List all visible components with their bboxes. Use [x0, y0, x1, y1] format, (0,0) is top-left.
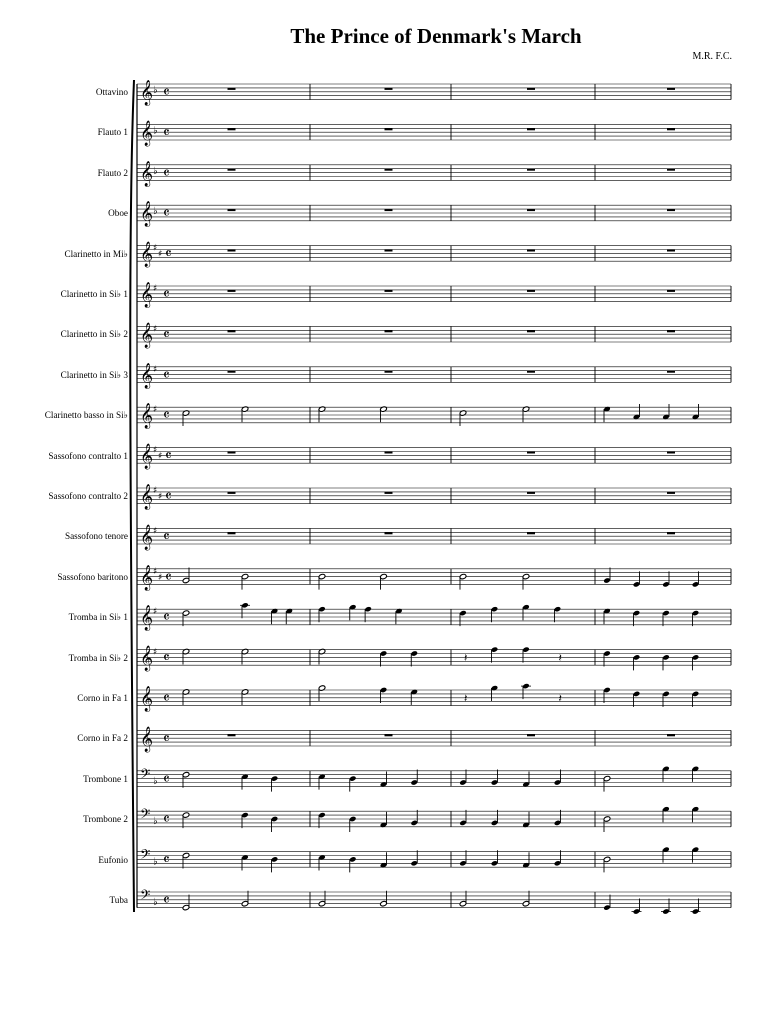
sharp-icon: ♯ — [153, 324, 158, 335]
quarter-rest: 𝄽 — [558, 651, 562, 665]
common-time-icon: 𝄴 — [163, 769, 170, 788]
treble-clef-icon: 𝄞 — [140, 444, 154, 470]
treble-clef-icon: 𝄞 — [140, 686, 154, 712]
staff — [137, 80, 731, 106]
instrument-label: Tromba in Si♭ 1 — [68, 612, 128, 623]
flat-icon: ♭ — [153, 816, 158, 828]
staff — [137, 362, 731, 388]
quarter-rest: 𝄽 — [464, 692, 468, 705]
treble-clef-icon: 𝄞 — [140, 363, 154, 389]
sharp-icon: ♯ — [153, 526, 158, 537]
bass-clef-icon: 𝄢 — [140, 806, 151, 826]
instrument-label: Clarinetto in Si♭ 1 — [60, 289, 128, 299]
common-time-icon: 𝄴 — [163, 204, 170, 223]
common-time-icon: 𝄴 — [163, 163, 170, 182]
staff — [137, 403, 731, 429]
common-time-icon: 𝄴 — [163, 285, 170, 303]
whole-rest — [527, 128, 535, 130]
sharp-icon: ♯ — [153, 284, 158, 294]
common-time-icon: 𝄴 — [163, 810, 170, 829]
staff — [137, 846, 731, 872]
sharp-icon: ♯ — [153, 364, 158, 375]
treble-clef-icon: 𝄞 — [140, 161, 154, 187]
sharp-icon: ♯ — [153, 243, 158, 254]
quarter-rest: 𝄽 — [464, 651, 468, 665]
bass-clef-icon: 𝄢 — [140, 765, 151, 785]
whole-rest — [385, 452, 393, 454]
instrument-label: Ottavino — [95, 87, 128, 97]
staff — [137, 241, 731, 267]
whole-rest — [228, 452, 236, 454]
common-time-icon: 𝄴 — [165, 567, 172, 586]
whole-rest — [667, 371, 675, 373]
whole-rest — [228, 209, 236, 211]
whole-rest — [228, 734, 236, 736]
common-time-icon: 𝄴 — [163, 608, 170, 627]
whole-rest — [667, 330, 675, 332]
quarter-rest: 𝄽 — [558, 692, 562, 705]
common-time-icon: 𝄴 — [163, 689, 170, 707]
whole-rest — [527, 88, 535, 90]
whole-rest — [228, 88, 236, 90]
staff — [137, 160, 731, 186]
instrument-label: Oboe — [108, 208, 128, 219]
whole-rest — [228, 532, 236, 534]
bass-clef-icon: 𝄢 — [140, 846, 151, 866]
treble-clef-icon: 𝄞 — [140, 565, 154, 591]
whole-rest — [228, 290, 236, 292]
whole-rest — [228, 371, 236, 373]
whole-rest — [667, 88, 675, 90]
common-time-icon: 𝄴 — [163, 83, 170, 101]
instrument-label: Corno in Fa 1 — [77, 693, 128, 703]
whole-rest — [527, 250, 535, 252]
whole-rest — [527, 532, 535, 534]
common-time-icon: 𝄴 — [163, 527, 170, 546]
staff — [137, 887, 731, 915]
sharp-icon: ♯ — [153, 566, 158, 577]
treble-clef-icon: 𝄞 — [140, 605, 154, 631]
whole-rest — [667, 452, 675, 454]
flat-icon: ♭ — [153, 897, 158, 908]
treble-clef-icon: 𝄞 — [140, 201, 154, 227]
whole-rest — [667, 532, 675, 534]
common-time-icon: 𝄴 — [165, 487, 172, 505]
instrument-label: Clarinetto basso in Si♭ — [44, 410, 128, 421]
whole-rest — [527, 169, 535, 171]
whole-rest — [385, 88, 393, 90]
sharp-icon: ♯ — [153, 607, 158, 618]
instrument-label: Tromba in Si♭ 2 — [68, 652, 128, 663]
treble-clef-icon: 𝄞 — [140, 80, 154, 106]
whole-rest — [228, 128, 236, 130]
instrument-label: Sassofono contralto 1 — [48, 450, 128, 461]
staff — [137, 645, 731, 671]
whole-rest — [527, 492, 535, 494]
staff — [137, 484, 731, 510]
whole-rest — [667, 734, 675, 736]
treble-clef-icon: 𝄞 — [140, 646, 154, 672]
instrument-label: Sassofono baritono — [57, 571, 128, 582]
instrument-label: Sassofono tenore — [64, 531, 128, 542]
staff — [137, 726, 731, 752]
treble-clef-icon: 𝄞 — [140, 484, 154, 510]
staff — [137, 806, 731, 832]
sharp-icon: ♯ — [153, 647, 158, 658]
treble-clef-icon: 𝄞 — [140, 403, 154, 429]
sharp-icon: ♯ — [153, 486, 158, 496]
whole-rest — [527, 734, 535, 736]
whole-rest — [385, 250, 393, 252]
whole-rest — [527, 371, 535, 373]
instrument-label: Clarinetto in Si♭ 2 — [60, 329, 128, 340]
instrument-label: Sassofono contralto 2 — [48, 491, 128, 501]
staff — [137, 564, 731, 590]
whole-rest — [385, 128, 393, 130]
treble-clef-icon: 𝄞 — [140, 726, 154, 752]
sharp-icon: ♯ — [158, 451, 163, 462]
sharp-icon: ♯ — [153, 445, 158, 456]
whole-rest — [385, 734, 393, 736]
sharp-icon: ♯ — [158, 492, 163, 502]
system-bracket — [130, 80, 134, 912]
whole-rest — [667, 209, 675, 211]
whole-rest — [527, 330, 535, 332]
whole-rest — [385, 330, 393, 332]
common-time-icon: 𝄴 — [165, 446, 172, 465]
whole-rest — [385, 290, 393, 292]
treble-clef-icon: 𝄞 — [140, 282, 154, 308]
instrument-label: Clarinetto in Si♭ 3 — [60, 369, 128, 380]
staff — [137, 766, 731, 792]
whole-rest — [667, 250, 675, 252]
whole-rest — [228, 330, 236, 332]
flat-icon: ♭ — [153, 775, 158, 787]
whole-rest — [385, 371, 393, 373]
flat-icon: ♭ — [153, 85, 158, 96]
staff — [137, 602, 731, 631]
whole-rest — [667, 290, 675, 292]
flat-icon: ♭ — [153, 165, 158, 177]
whole-rest — [385, 209, 393, 211]
sharp-icon: ♯ — [153, 405, 158, 416]
common-time-icon: 𝄴 — [163, 729, 170, 748]
whole-rest — [228, 492, 236, 494]
treble-clef-icon: 𝄞 — [140, 242, 154, 268]
common-time-icon: 𝄴 — [163, 123, 170, 142]
common-time-icon: 𝄴 — [163, 365, 170, 384]
whole-rest — [385, 532, 393, 534]
common-time-icon: 𝄴 — [163, 648, 170, 667]
whole-rest — [385, 169, 393, 171]
common-time-icon: 𝄴 — [163, 325, 170, 344]
staff — [137, 282, 731, 308]
flat-icon: ♭ — [153, 206, 158, 218]
instrument-label: Clarinetto in Mi♭ — [64, 248, 128, 259]
flat-icon: ♭ — [153, 125, 158, 137]
whole-rest — [228, 169, 236, 171]
staff — [137, 683, 731, 712]
staff — [137, 201, 731, 227]
whole-rest — [667, 492, 675, 494]
whole-rest — [667, 128, 675, 130]
instrument-label: Flauto 2 — [97, 167, 128, 178]
sharp-icon: ♯ — [158, 572, 163, 583]
instrument-label: Trombone 1 — [83, 773, 128, 784]
staff — [137, 322, 731, 348]
whole-rest — [667, 169, 675, 171]
instrument-label: Trombone 2 — [83, 814, 128, 825]
common-time-icon: 𝄴 — [163, 850, 170, 869]
treble-clef-icon: 𝄞 — [140, 322, 154, 348]
whole-rest — [527, 209, 535, 211]
instrument-label: Flauto 1 — [97, 127, 128, 138]
composer-credit: M.R. F.C. — [692, 51, 732, 62]
treble-clef-icon: 𝄞 — [140, 524, 154, 550]
common-time-icon: 𝄴 — [163, 406, 170, 425]
staff — [137, 443, 731, 469]
whole-rest — [527, 452, 535, 454]
common-time-icon: 𝄴 — [165, 244, 172, 263]
sharp-icon: ♯ — [158, 249, 163, 260]
score-title: The Prince of Denmark's March — [290, 24, 582, 48]
instrument-label: Eufonio — [98, 854, 128, 865]
bass-clef-icon: 𝄢 — [140, 887, 151, 906]
whole-rest — [385, 492, 393, 494]
instrument-label: Corno in Fa 2 — [77, 733, 128, 744]
staff — [137, 524, 731, 550]
common-time-icon: 𝄴 — [163, 891, 170, 909]
whole-rest — [527, 290, 535, 292]
staff — [137, 120, 731, 146]
instrument-label: Tuba — [109, 895, 128, 905]
whole-rest — [228, 250, 236, 252]
flat-icon: ♭ — [153, 856, 158, 868]
treble-clef-icon: 𝄞 — [140, 120, 154, 146]
